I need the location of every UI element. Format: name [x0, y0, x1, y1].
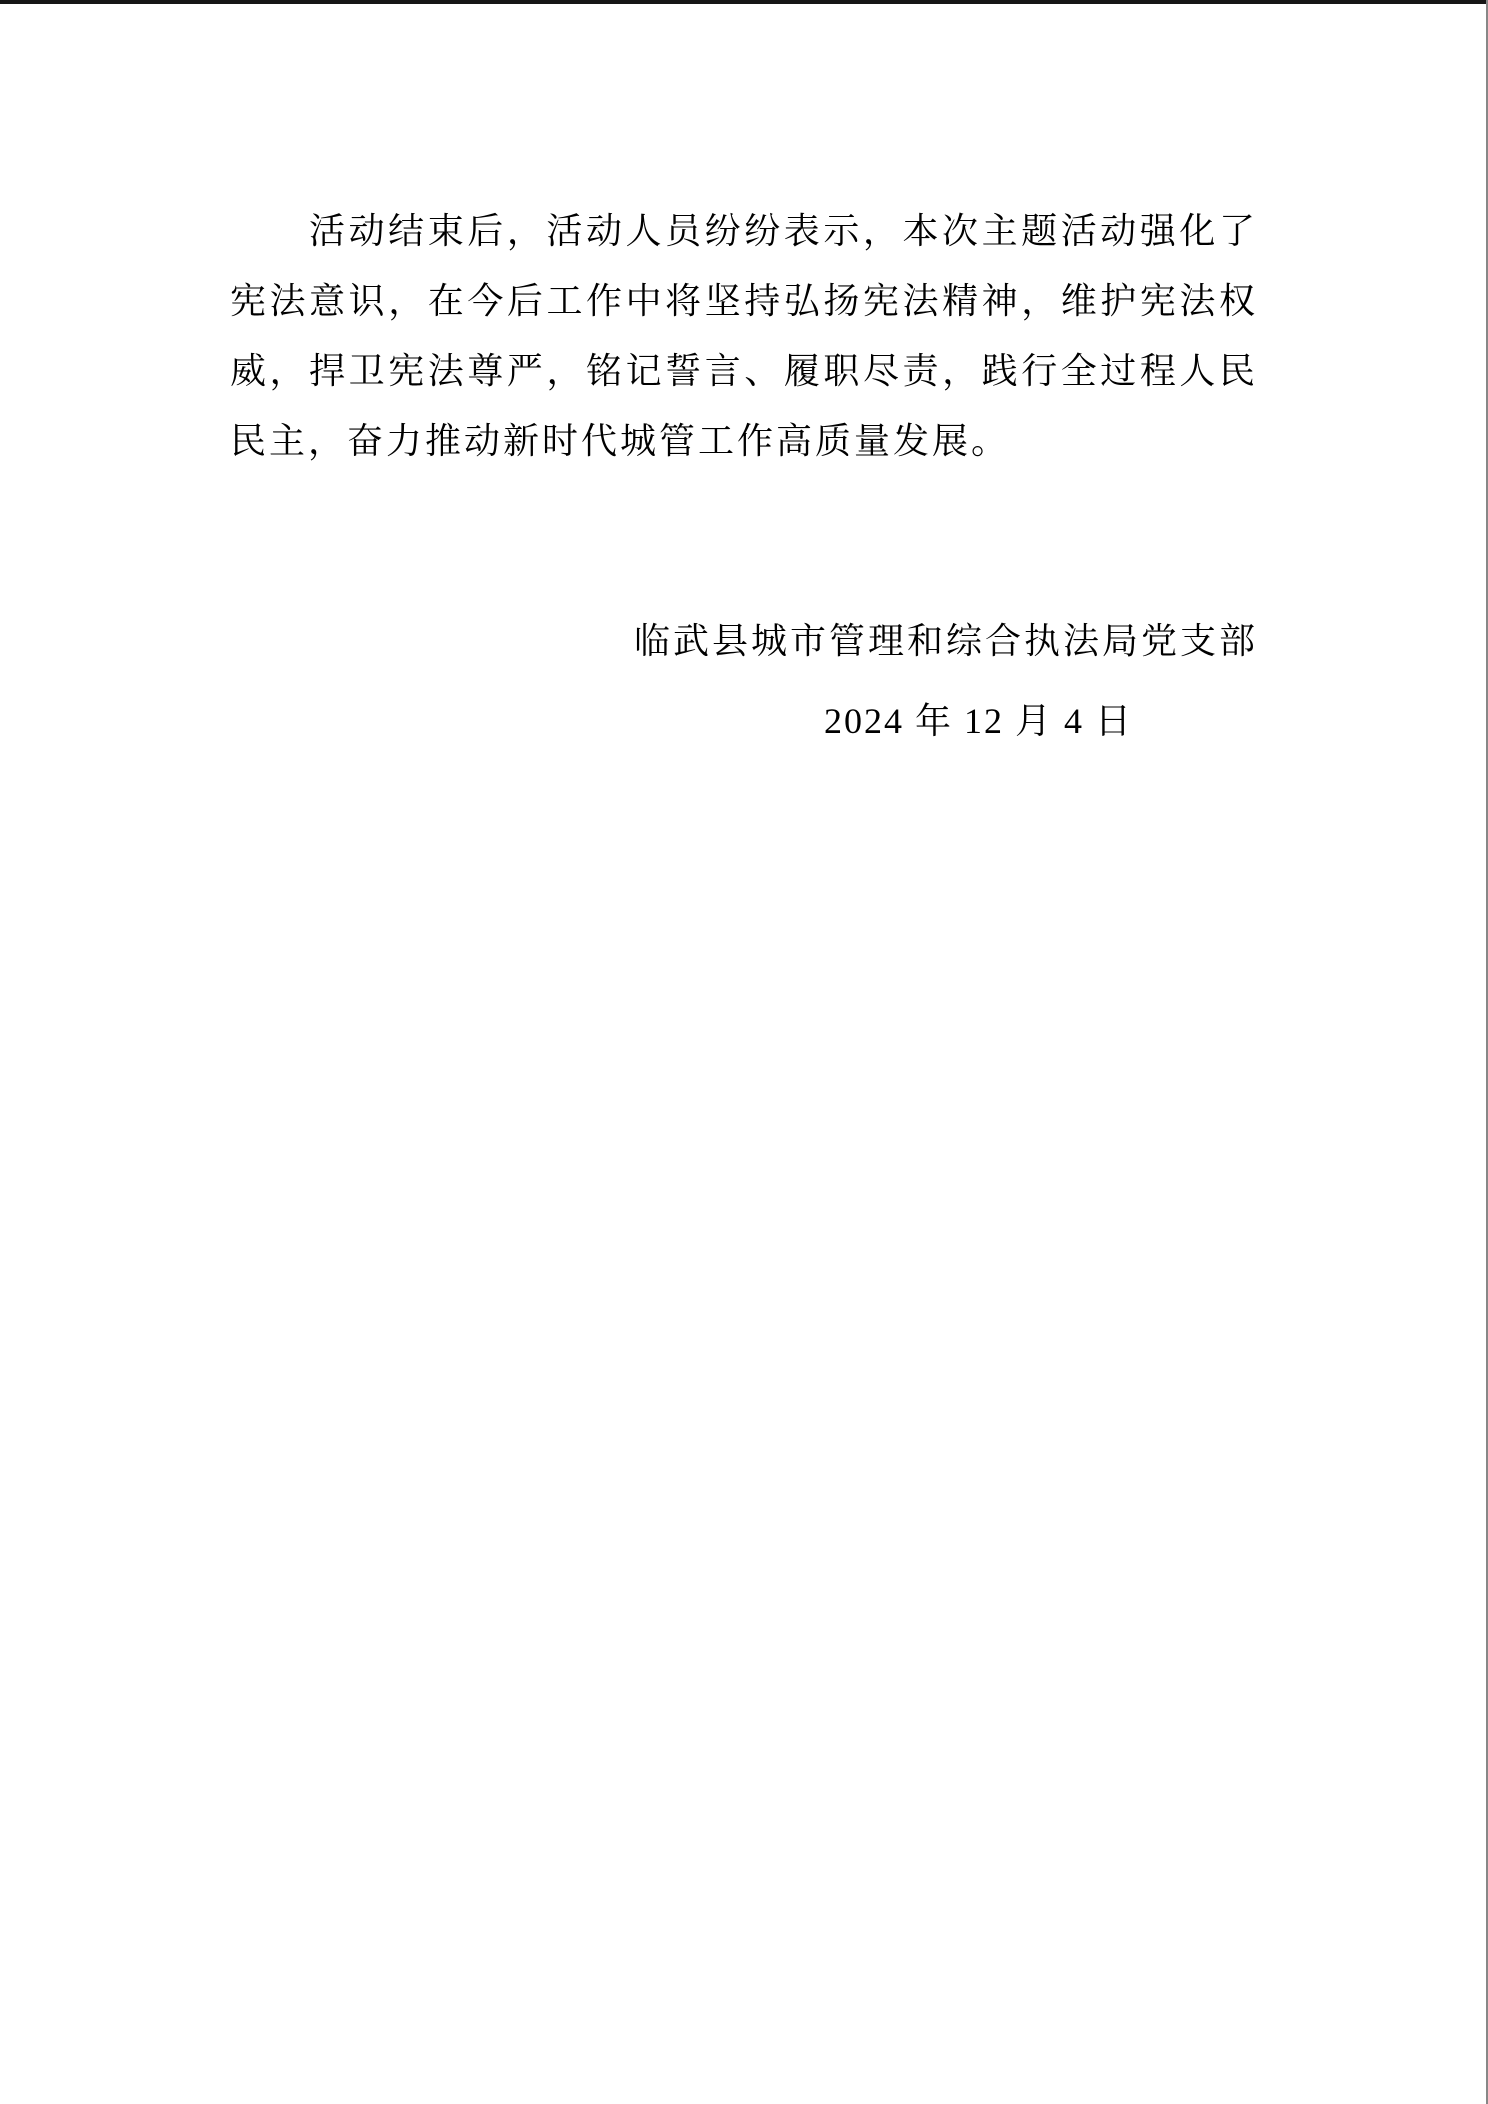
- signature-line: 临武县城市管理和综合执法局党支部: [633, 621, 1258, 661]
- body-paragraph: 活动结束后，活动人员纷纷表示，本次主题活动强化了宪法意识，在今后工作中将坚持弘扬宪法精神，维护宪法权威，捍卫宪法尊严，铭记誓言、履职尽责，践行全过程人民民主，奋力推动新时代城管工作高质量发展。: [230, 211, 1258, 461]
- page-top-edge: [0, 0, 1488, 4]
- document-content: [230, 196, 1258, 756]
- date-line: 2024 年 12 月 4 日: [823, 701, 1133, 741]
